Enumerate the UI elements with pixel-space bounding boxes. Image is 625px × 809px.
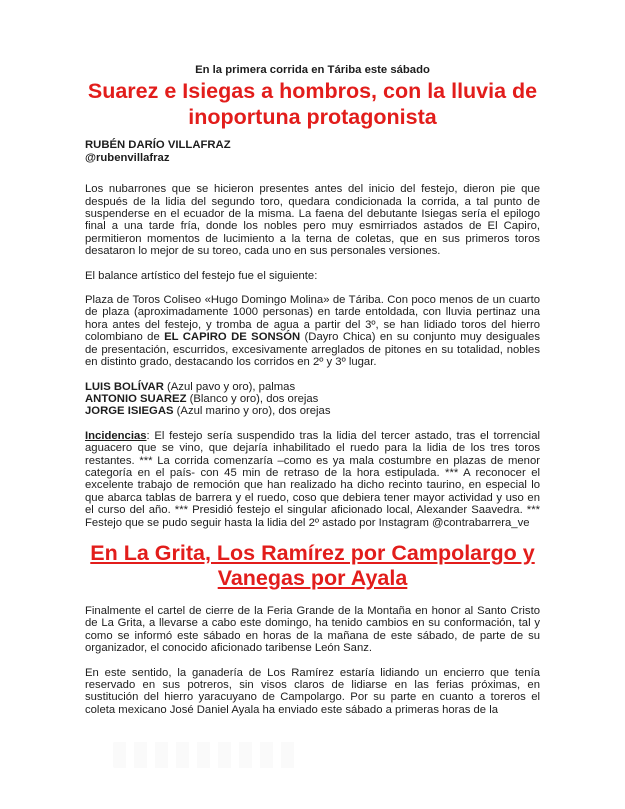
article1-paragraph-intro: Los nubarrones que se hicieron presentes antes del inicio del festejo, dieron pie que después de la lidia del segundo toro, quedara condicionada la corrida, a tal punto de suspenderse en el ecuador de la misma. La faena del debutante Isiegas sería el epilogo final a una tarde fría, donde los nobles pero muy esmirriados astados de El Capiro, permitieron momentos de lucimiento a la terna de coletas, que en sus primeros toros desataron lo mejor de su toreo, cada uno en sus personales versiones. xyxy=(85,183,540,258)
article2-paragraph-finalmente: Finalmente el cartel de cierre de la Feria Grande de la Montaña en honor al Santo Cristo de La Grita, a llevarse a cabo este domingo, ha tenido cambios en su conformación, tal y como se informó este sábado en horas de la mañana de este sábado, de parte de su organizador, el conocido aficionado taribense León Sanz. xyxy=(85,604,540,655)
faded-cutoff-text-artifact xyxy=(113,742,298,768)
byline-author: RUBÉN DARÍO VILLAFRAZ xyxy=(85,139,231,152)
article2-paragraph-sentido: En este sentido, la ganadería de Los Ramírez estaría lidiando un encierro que tenía reservado en sus potreros, sin visos claros de lidiarse en las ferias próximas, en sustitución del hierro yaracuyano de Campolargo. Por su parte en cuanto a toreros el coleta mexicano José Daniel Ayala ha enviado este sábado a primeras horas de la xyxy=(85,666,540,716)
results-list xyxy=(85,381,540,418)
article1-paragraph-incidencias: Incidencias: El festejo sería suspendido tras la lidia del tercer astado, tras el torrencial aguacero que se vino, que dejaría inhabilitado el ruedo para la lidia de los tres toros restantes. *** La corrida comenzaría –como es ya mala costumbre en plazas de menor categoría en el país- con 45 min de retraso de la hora estipulada. *** A reconocer el excelente trabajo de remoción que han realizado ha dicho recinto taurino, en especial lo que abarca tablas de barrera y el ruedo, coso que debiera tener mayor actividad y uso en el curso del año. *** Presidió festejo el singular aficionado local, Alexander Saavedra. *** Festejo que se pudo seguir hasta la lidia del 2º astado por Instagram @contrabarrera_ve xyxy=(85,429,540,529)
kicker-line: En la primera corrida en Táriba este sábado xyxy=(195,64,430,76)
result-line-isiegas: JORGE ISIEGAS (Azul marino y oro), dos orejas xyxy=(85,405,331,418)
byline-handle: @rubenvillafraz xyxy=(85,151,170,164)
result-line-bolivar: LUIS BOLÍVAR (Azul pavo y oro), palmas xyxy=(85,380,296,393)
result-line-suarez: ANTONIO SUAREZ (Blanco y oro), dos orejas xyxy=(85,392,319,405)
article1-paragraph-plaza: Plaza de Toros Coliseo «Hugo Domingo Molina» de Táriba. Con poco menos de un cuarto de plaza (aproximadamente 1000 personas) en tarde entoldada, con lluvia pertinaz una hora antes del festejo, y tromba de agua a partir del 3º, se han lidiado toros del hierro colombiano de EL CAPIRO DE SONSÓN (Dayro Chica) en su conjunto muy desiguales de presentación, escurridos, excesivamente arreglados de pitones en su totalidad, nobles en distinto grado, destacando los corridos en 2º y 3º lugar. xyxy=(85,294,540,369)
article1-paragraph-balance: El balance artístico del festejo fue el siguiente: xyxy=(85,269,318,282)
article2-headline: En La Grita, Los Ramírez por Campolargo y Vanegas por Ayala xyxy=(90,540,535,590)
byline xyxy=(85,139,540,164)
article1-headline: Suarez e Isiegas a hombros, con la lluvia de inoportuna protagonista xyxy=(87,79,538,130)
